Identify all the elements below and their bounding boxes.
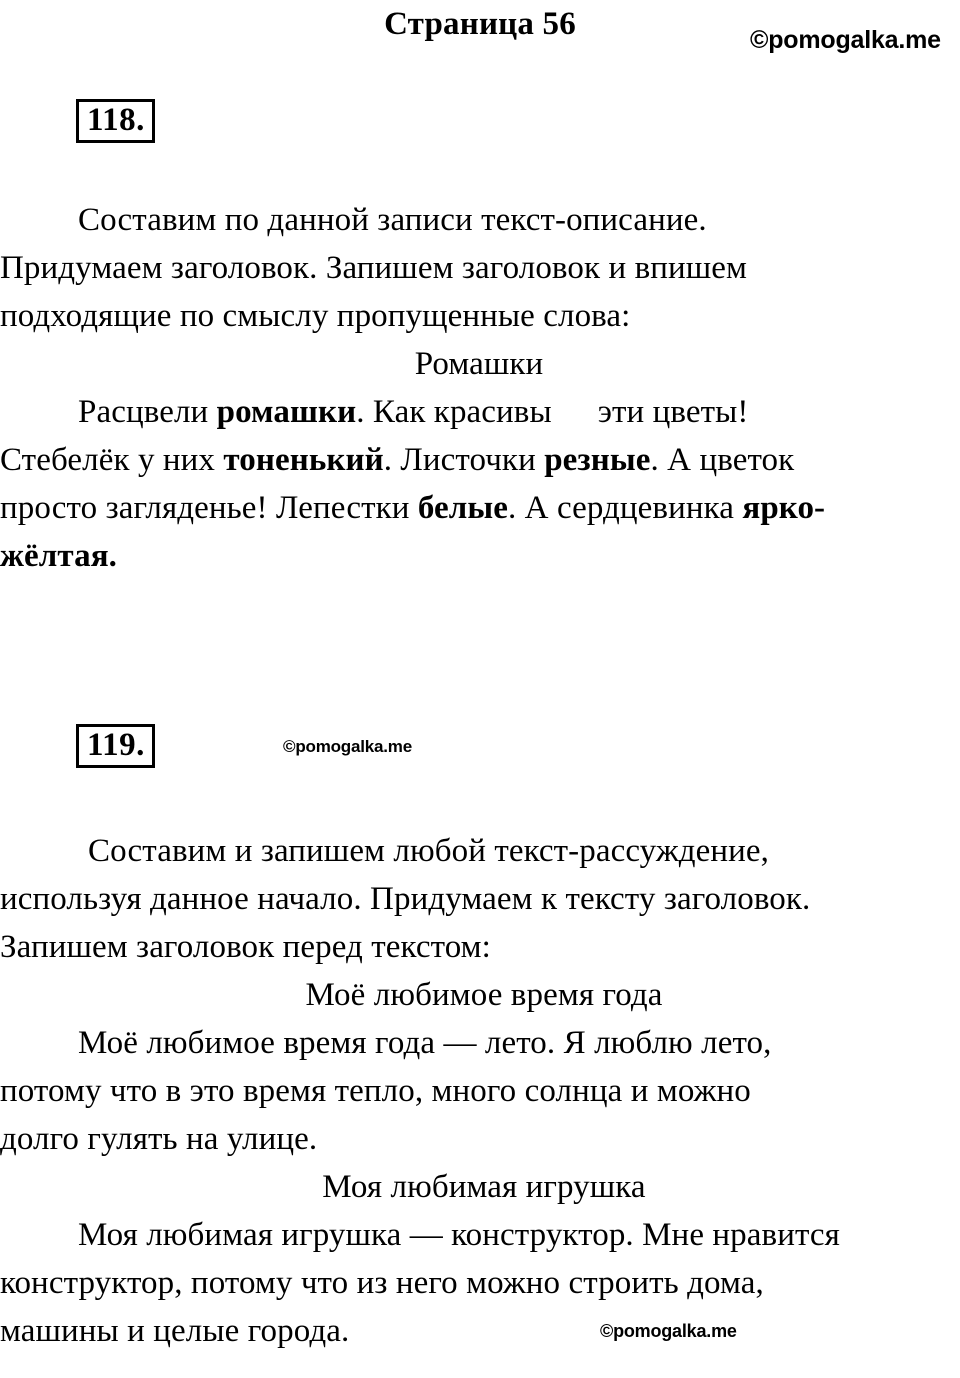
inline-heading: Моё любимое время года <box>305 977 663 1013</box>
exercise-119-body <box>0 827 958 1355</box>
text-run: . Листочки <box>383 442 545 478</box>
text-line: Составим и запишем любой текст-рассуждение, <box>88 833 769 869</box>
text-run: Расцвели <box>78 394 217 430</box>
text-line: конструктор, потому что из него можно строить дома, <box>0 1265 764 1301</box>
text-run: эти цветы! <box>597 394 749 430</box>
watermark-middle: ©pomogalka.me <box>283 737 412 756</box>
text-run-bold: тоненький <box>223 442 384 478</box>
exercise-number-118: 118. <box>76 99 155 143</box>
text-line <box>0 532 958 580</box>
text-line: долго гулять на улице. <box>0 1121 318 1157</box>
text-line: Придумаем заголовок. Запишем заголовок и впишем <box>0 250 748 286</box>
text-line: Моё любимое время года — лето. Я люблю лето, <box>78 1025 772 1061</box>
text-line: подходящие по смыслу пропущенные слова: <box>0 298 631 334</box>
inline-heading: Ромашки <box>414 346 544 382</box>
text-line: Составим по данной записи текст-описание. <box>78 202 707 238</box>
text-line <box>0 436 958 484</box>
exercise-number-119: 119. <box>76 724 155 768</box>
text-line: Запишем заголовок перед текстом: <box>0 929 491 965</box>
text-run: . А сердцевинка <box>507 490 743 526</box>
text-line <box>0 484 958 532</box>
text-run-bold: ромашки <box>216 394 357 430</box>
text-run: . Как красивы <box>356 394 552 430</box>
text-line: машины и целые города. <box>0 1313 350 1349</box>
text-run-bold: ярко- <box>742 490 826 526</box>
text-line <box>0 388 958 436</box>
text-run: Стебелёк у них <box>0 442 224 478</box>
inline-heading: Моя любимая игрушка <box>322 1169 646 1205</box>
page-title: Страница 56 <box>384 6 576 42</box>
text-run: просто загляденье! Лепестки <box>0 490 418 526</box>
text-run-bold: белые <box>417 490 508 526</box>
text-run-bold: жёлтая. <box>0 538 118 574</box>
watermark-bottom: ©pomogalka.me <box>600 1321 737 1341</box>
text-run-bold: резные <box>544 442 651 478</box>
text-line: Моя любимая игрушка — конструктор. Мне нравится <box>78 1217 840 1253</box>
text-line: потому что в это время тепло, много солнца и можно <box>0 1073 751 1109</box>
exercise-118-body <box>0 196 958 580</box>
watermark-header: ©pomogalka.me <box>750 26 941 54</box>
text-line: используя данное начало. Придумаем к тексту заголовок. <box>0 881 811 917</box>
text-run: . А цветок <box>650 442 795 478</box>
